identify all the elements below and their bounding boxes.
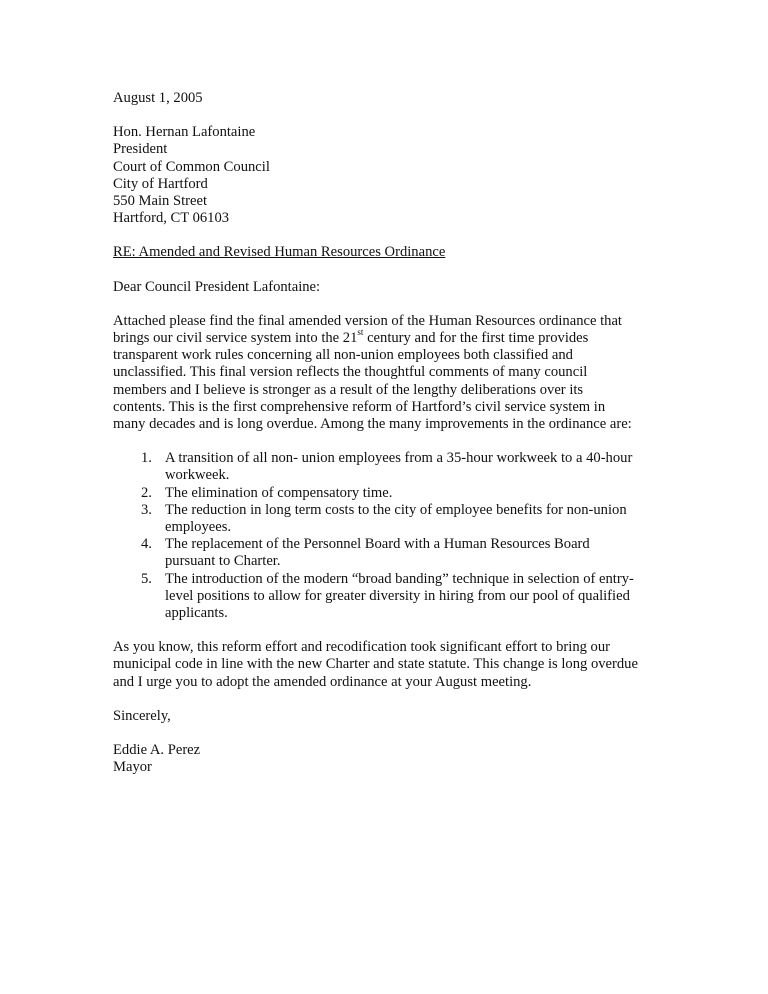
recipient-city-state-zip: Hartford, CT 06103 <box>113 210 230 227</box>
list-item-line: A transition of all non- union employees from a 35-hour workweek to a 40-hour <box>165 450 633 467</box>
list-item-number: 2. <box>141 484 152 501</box>
body-paragraph-closing <box>113 639 658 691</box>
paragraph-text: century and for the first time provides <box>363 330 589 347</box>
recipient-organization: Court of Common Council <box>113 158 270 175</box>
list-item-line: The reduction in long term costs to the city of employee benefits for non-union <box>165 501 627 518</box>
subject-line: RE: Amended and Revised Human Resources Ordinance <box>113 244 446 261</box>
recipient-street: 550 Main Street <box>113 193 208 210</box>
list-item-number: 5. <box>141 570 152 587</box>
paragraph-text: brings our civil service system into the 21 <box>113 330 358 347</box>
list-item <box>113 450 658 484</box>
list-item-line: applicants. <box>165 605 228 622</box>
complimentary-close: Sincerely, <box>113 707 171 724</box>
list-item-number: 3. <box>141 501 152 518</box>
list-item-number: 1. <box>141 450 152 467</box>
list-item-line: pursuant to Charter. <box>165 553 281 570</box>
list-item-line: The elimination of compensatory time. <box>165 484 393 501</box>
signer-title: Mayor <box>113 759 152 776</box>
paragraph-line: many decades and is long overdue. Among the many improvements in the ordinance are: <box>113 416 632 433</box>
list-item <box>113 536 658 570</box>
list-item-line: employees. <box>165 519 232 536</box>
list-item <box>113 485 658 502</box>
list-item-line: The introduction of the modern “broad banding” technique in selection of entry- <box>165 570 634 587</box>
paragraph-line: transparent work rules concerning all non-union employees both classified and <box>113 347 573 364</box>
letter-page <box>113 90 658 777</box>
signature-block <box>113 742 658 776</box>
list-item-number: 4. <box>141 536 152 553</box>
recipient-name: Hon. Hernan Lafontaine <box>113 124 256 141</box>
recipient-title: President <box>113 141 168 158</box>
paragraph-line: members and I believe is stronger as a result of the lengthy deliberations over its <box>113 381 584 398</box>
paragraph-line <box>113 327 658 347</box>
recipient-city-name: City of Hartford <box>113 175 208 192</box>
ordinal-superscript: st <box>357 327 364 338</box>
salutation: Dear Council President Lafontaine: <box>113 278 321 295</box>
paragraph-line: Attached please find the final amended version of the Human Resources ordinance that <box>113 312 622 329</box>
recipient-address-block <box>113 124 658 227</box>
list-item <box>113 571 658 623</box>
paragraph-line: municipal code in line with the new Charter and state statute. This change is long overdue <box>113 656 638 673</box>
paragraph-line: and I urge you to adopt the amended ordinance at your August meeting. <box>113 673 532 690</box>
paragraph-line: contents. This is the first comprehensive reform of Hartford’s civil service system in <box>113 398 606 415</box>
signer-name: Eddie A. Perez <box>113 742 201 759</box>
paragraph-line: As you know, this reform effort and recodification took significant effort to bring our <box>113 639 611 656</box>
letter-date: August 1, 2005 <box>113 90 203 106</box>
list-item-line: workweek. <box>165 467 230 484</box>
body-paragraph-intro <box>113 313 658 433</box>
paragraph-line: unclassified. This final version reflects the thoughtful comments of many council <box>113 364 588 381</box>
list-item-line: The replacement of the Personnel Board with a Human Resources Board <box>165 536 590 553</box>
list-item <box>113 502 658 536</box>
improvements-list <box>113 450 658 622</box>
list-item-line: level positions to allow for greater diversity in hiring from our pool of qualified <box>165 587 630 604</box>
